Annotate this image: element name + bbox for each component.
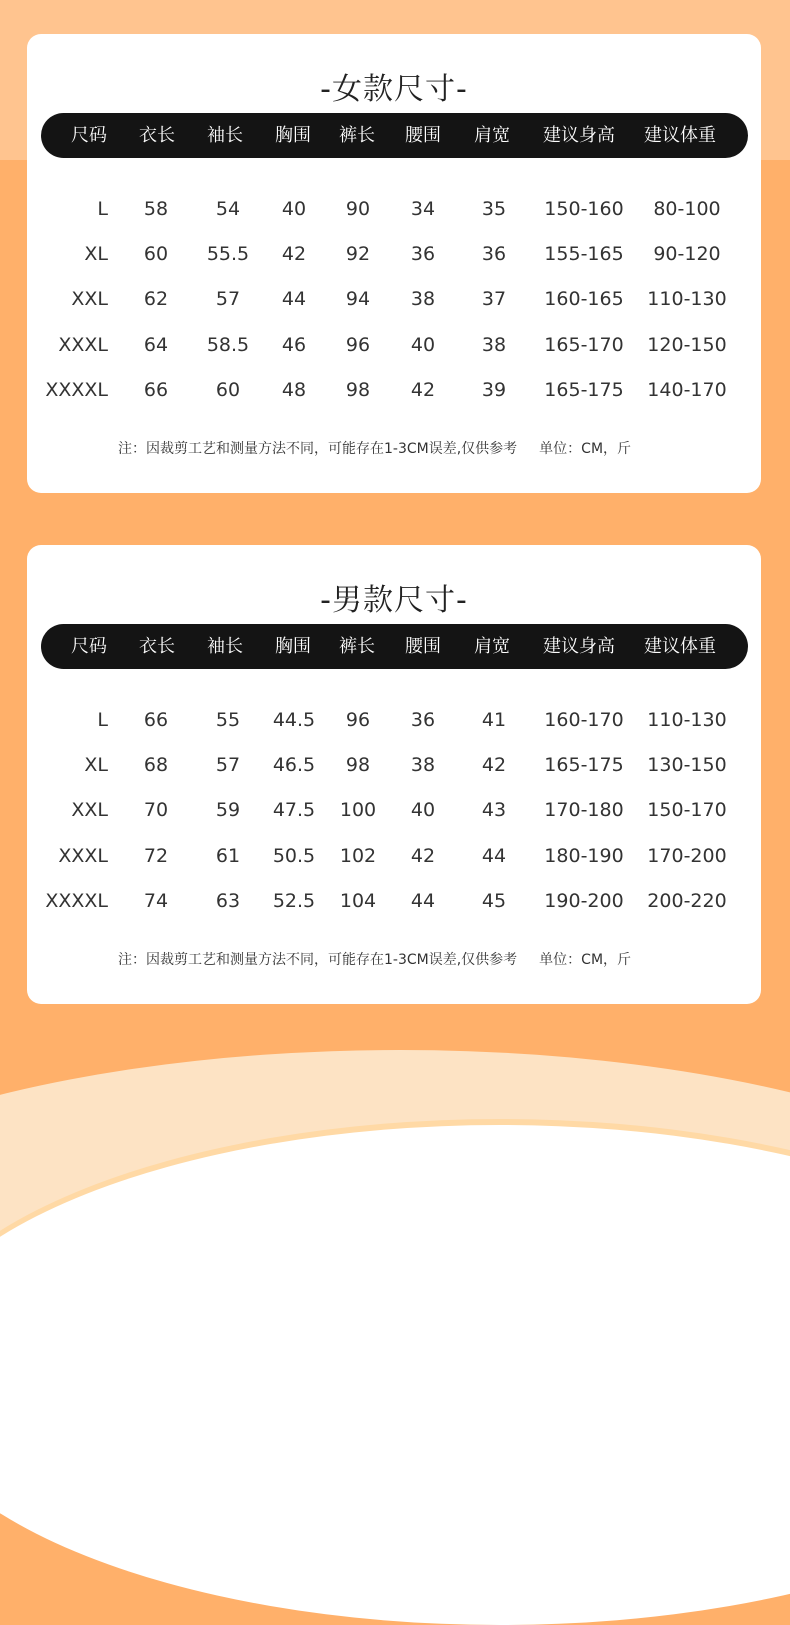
cell-waist: 42 [410, 379, 436, 401]
table-row [27, 705, 761, 735]
cell-suggested-height: 165-175 [544, 379, 624, 401]
cell-shoulder: 36 [481, 243, 507, 265]
header-sleeve: 袖长 [207, 636, 243, 657]
cell-sleeve: 55.5 [206, 243, 250, 265]
table-row [27, 330, 761, 360]
cell-size: XXXL [58, 845, 108, 867]
cell-length: 68 [143, 754, 169, 776]
cell-size: XXXXL [45, 379, 108, 401]
cell-chest: 44.5 [272, 709, 316, 731]
cell-waist: 44 [410, 890, 436, 912]
header-size: 尺码 [71, 125, 107, 146]
table-header-bar [41, 624, 748, 669]
cell-size: L [97, 198, 108, 220]
cell-waist: 34 [410, 198, 436, 220]
table-row [27, 284, 761, 314]
cell-shoulder: 44 [481, 845, 507, 867]
cell-sleeve: 57 [215, 288, 241, 310]
cell-suggested-height: 180-190 [544, 845, 624, 867]
header-waist: 腰围 [405, 636, 441, 657]
cell-waist: 40 [410, 334, 436, 356]
cell-size: XXXL [58, 334, 108, 356]
cell-size: XL [84, 754, 108, 776]
cell-waist: 38 [410, 288, 436, 310]
cell-pants-length: 98 [345, 379, 371, 401]
table-row [27, 841, 761, 871]
cell-pants-length: 94 [345, 288, 371, 310]
unit-text: 单位：CM，斤 [539, 952, 632, 968]
cell-size: XXL [71, 288, 108, 310]
cell-chest: 48 [281, 379, 307, 401]
background-bottom-white-wave [0, 1125, 790, 1625]
cell-suggested-height: 160-170 [544, 709, 624, 731]
cell-pants-length: 90 [345, 198, 371, 220]
header-length: 衣长 [139, 636, 175, 657]
cell-suggested-weight: 120-150 [647, 334, 727, 356]
cell-pants-length: 98 [345, 754, 371, 776]
cell-suggested-weight: 110-130 [647, 709, 727, 731]
cell-shoulder: 42 [481, 754, 507, 776]
cell-length: 70 [143, 799, 169, 821]
cell-shoulder: 43 [481, 799, 507, 821]
cell-suggested-weight: 140-170 [647, 379, 727, 401]
table-row [27, 795, 761, 825]
men-size-card [27, 545, 761, 1004]
cell-suggested-height: 165-175 [544, 754, 624, 776]
header-shoulder: 肩宽 [474, 636, 510, 657]
table-row [27, 375, 761, 405]
header-pants-length: 裤长 [339, 125, 375, 146]
size-note [118, 438, 631, 458]
cell-pants-length: 96 [345, 709, 371, 731]
size-note [118, 949, 631, 969]
cell-chest: 40 [281, 198, 307, 220]
cell-waist: 38 [410, 754, 436, 776]
cell-chest: 47.5 [272, 799, 316, 821]
header-chest: 胸围 [275, 636, 311, 657]
cell-pants-length: 104 [339, 890, 377, 912]
cell-sleeve: 55 [215, 709, 241, 731]
men-size-title: -男款尺寸- [320, 583, 468, 618]
table-row [27, 239, 761, 269]
cell-pants-length: 96 [345, 334, 371, 356]
table-row [27, 886, 761, 916]
cell-length: 58 [143, 198, 169, 220]
cell-sleeve: 54 [215, 198, 241, 220]
cell-chest: 52.5 [272, 890, 316, 912]
cell-chest: 44 [281, 288, 307, 310]
note-text: 注：因裁剪工艺和测量方法不同，可能存在1-3CM误差,仅供参考 [118, 952, 518, 968]
cell-suggested-weight: 170-200 [647, 845, 727, 867]
cell-sleeve: 57 [215, 754, 241, 776]
cell-sleeve: 63 [215, 890, 241, 912]
cell-length: 64 [143, 334, 169, 356]
table-row [27, 750, 761, 780]
unit-text: 单位：CM，斤 [539, 441, 632, 457]
cell-waist: 36 [410, 709, 436, 731]
cell-chest: 46 [281, 334, 307, 356]
cell-suggested-height: 155-165 [544, 243, 624, 265]
header-pants-length: 裤长 [339, 636, 375, 657]
cell-shoulder: 38 [481, 334, 507, 356]
cell-chest: 42 [281, 243, 307, 265]
cell-size: XXL [71, 799, 108, 821]
cell-size: L [97, 709, 108, 731]
cell-sleeve: 60 [215, 379, 241, 401]
cell-waist: 42 [410, 845, 436, 867]
cell-shoulder: 37 [481, 288, 507, 310]
cell-size: XL [84, 243, 108, 265]
cell-shoulder: 35 [481, 198, 507, 220]
header-size: 尺码 [71, 636, 107, 657]
cell-shoulder: 45 [481, 890, 507, 912]
cell-length: 60 [143, 243, 169, 265]
cell-chest: 46.5 [272, 754, 316, 776]
cell-waist: 36 [410, 243, 436, 265]
cell-suggested-height: 150-160 [544, 198, 624, 220]
cell-pants-length: 100 [339, 799, 377, 821]
cell-pants-length: 92 [345, 243, 371, 265]
cell-shoulder: 39 [481, 379, 507, 401]
header-chest: 胸围 [275, 125, 311, 146]
table-row [27, 194, 761, 224]
table-header-bar [41, 113, 748, 158]
cell-sleeve: 61 [215, 845, 241, 867]
cell-suggested-weight: 110-130 [647, 288, 727, 310]
header-waist: 腰围 [405, 125, 441, 146]
cell-waist: 40 [410, 799, 436, 821]
cell-pants-length: 102 [339, 845, 377, 867]
cell-sleeve: 59 [215, 799, 241, 821]
cell-length: 66 [143, 709, 169, 731]
cell-length: 62 [143, 288, 169, 310]
header-sleeve: 袖长 [207, 125, 243, 146]
cell-suggested-weight: 200-220 [647, 890, 727, 912]
header-shoulder: 肩宽 [474, 125, 510, 146]
cell-suggested-height: 165-170 [544, 334, 624, 356]
cell-sleeve: 58.5 [206, 334, 250, 356]
cell-suggested-height: 190-200 [544, 890, 624, 912]
cell-suggested-weight: 80-100 [653, 198, 721, 220]
cell-size: XXXXL [45, 890, 108, 912]
header-suggested-weight: 建议体重 [644, 636, 716, 657]
cell-length: 66 [143, 379, 169, 401]
cell-suggested-weight: 150-170 [647, 799, 727, 821]
header-suggested-height: 建议身高 [543, 125, 615, 146]
cell-suggested-height: 170-180 [544, 799, 624, 821]
women-size-card [27, 34, 761, 493]
header-length: 衣长 [139, 125, 175, 146]
cell-suggested-weight: 90-120 [653, 243, 721, 265]
cell-length: 74 [143, 890, 169, 912]
header-suggested-height: 建议身高 [543, 636, 615, 657]
cell-shoulder: 41 [481, 709, 507, 731]
note-text: 注：因裁剪工艺和测量方法不同，可能存在1-3CM误差,仅供参考 [118, 441, 518, 457]
cell-suggested-height: 160-165 [544, 288, 624, 310]
header-suggested-weight: 建议体重 [644, 125, 716, 146]
cell-length: 72 [143, 845, 169, 867]
cell-chest: 50.5 [272, 845, 316, 867]
women-size-title: -女款尺寸- [320, 72, 468, 107]
cell-suggested-weight: 130-150 [647, 754, 727, 776]
